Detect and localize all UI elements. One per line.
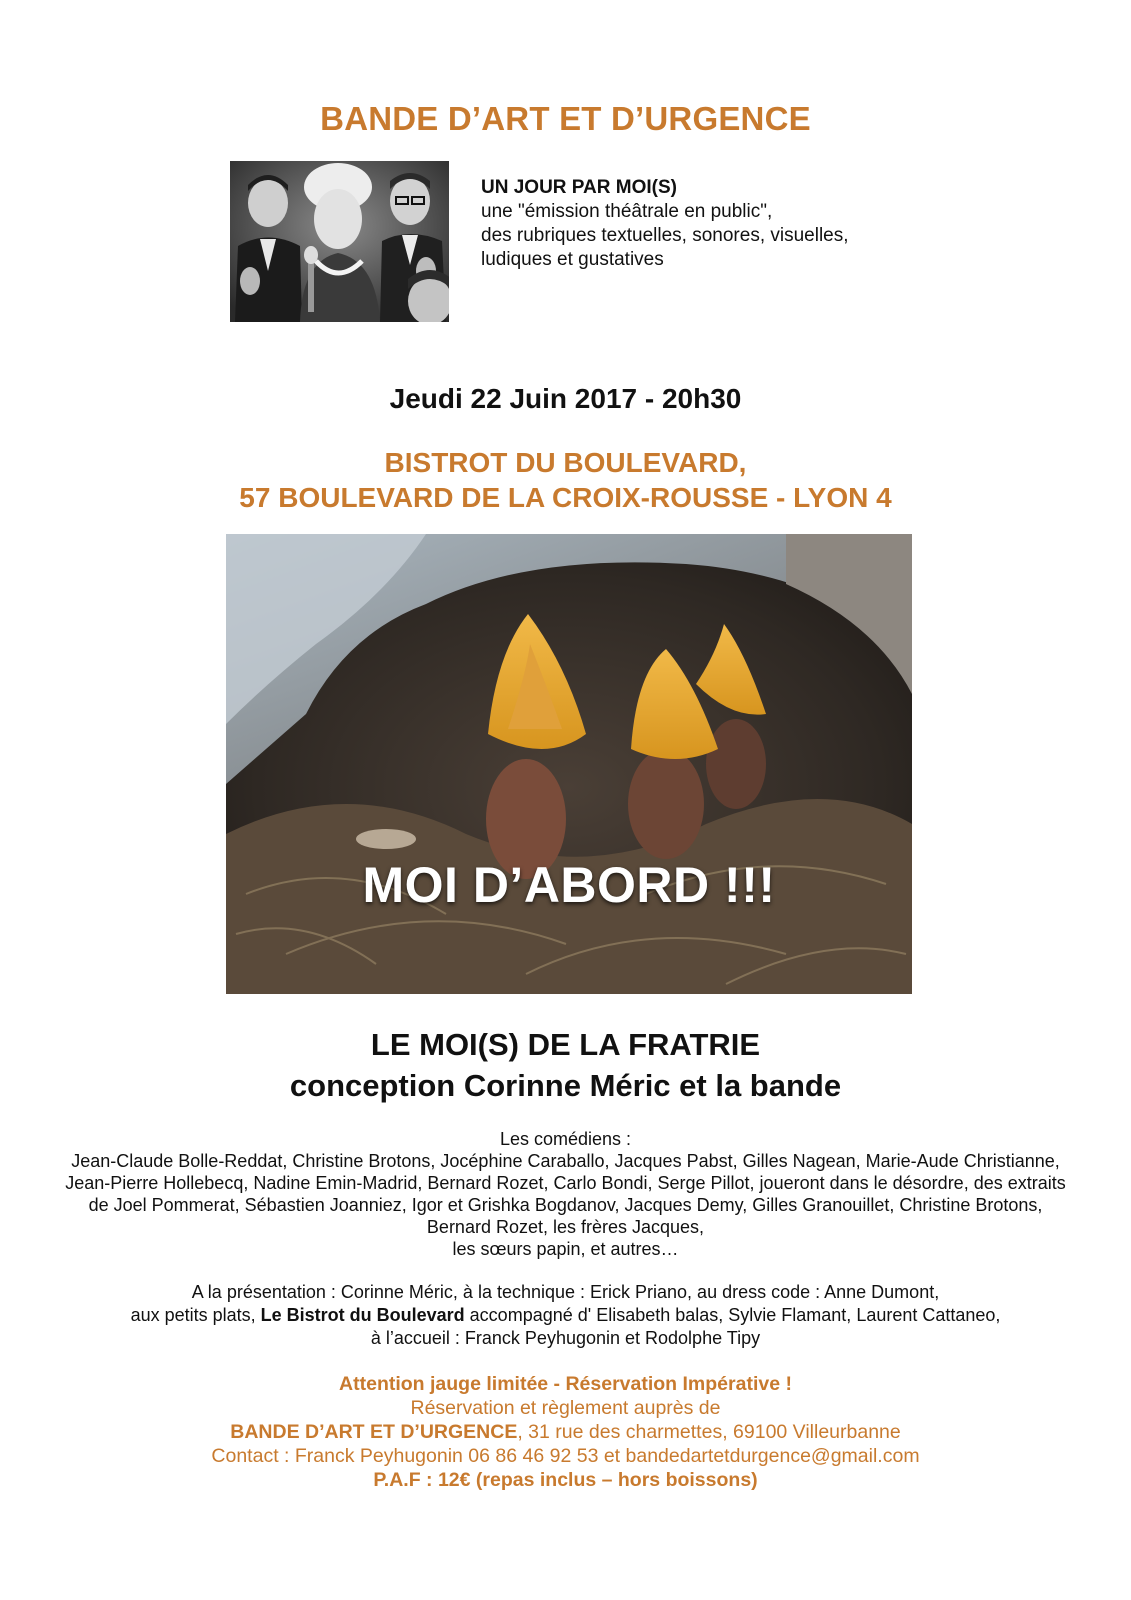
tv-audience-illustration xyxy=(230,161,449,322)
tv-audience-photo xyxy=(230,161,449,322)
credits-text: aux petits plats, xyxy=(130,1305,261,1325)
nest-caption: MOI D’ABORD !!! xyxy=(362,857,776,913)
booking-organization xyxy=(0,1420,1131,1444)
nest-photo xyxy=(226,534,912,994)
credits-block xyxy=(60,1281,1071,1350)
credits-text: accompagné d' Elisabeth balas, Sylvie Flamant, Laurent Cattaneo, xyxy=(464,1305,1001,1325)
cast-text: Jean-Claude Bolle-Reddat, Christine Brotons, Jocéphine Caraballo, Jacques Pabst, Gilles Nagean, Marie-Aude Christianne, Jean-Pierre Hollebecq, Nadine Emin-Madrid, Bernard Rozet, Carlo Bondi, Serge Pillot, joueront dans le désordre, des extraits de Joel Pommerat, Sébastien Joanniez, Igor et Grishka Bogdanov, Jacques Demy, Gilles Granouillet, Christine Brotons, Bernard Rozet, les frères Jacques, xyxy=(65,1151,1066,1237)
booking-block xyxy=(0,1372,1131,1492)
venue-address: 57 BOULEVARD DE LA CROIX-ROUSSE - LYON 4 xyxy=(239,482,892,513)
credits-line: à l’accueil : Franck Peyhugonin et Rodolphe Tipy xyxy=(370,1328,761,1348)
poster-title: BANDE D’ART ET D’URGENCE xyxy=(320,100,811,137)
intro-block xyxy=(481,176,849,272)
show-subtitle: conception Corinne Méric et la bande xyxy=(289,1068,842,1103)
cast-last-line: les sœurs papin, et autres… xyxy=(452,1239,679,1259)
booking-warning: Attention jauge limitée - Réservation Impérative ! xyxy=(339,1373,792,1395)
booking-org-name: BANDE D’ART ET D’URGENCE xyxy=(230,1421,518,1443)
credits-line: A la présentation : Corinne Méric, à la technique : Erick Priano, au dress code : Anne Dumont, xyxy=(191,1282,940,1302)
booking-contact: Contact : Franck Peyhugonin 06 86 46 92 53 et bandedartetdurgence@gmail.com xyxy=(211,1445,920,1467)
intro-title: UN JOUR PAR MOI(S) xyxy=(481,177,677,198)
cast-heading: Les comédiens : xyxy=(499,1129,632,1149)
booking-line: Réservation et règlement auprès de xyxy=(410,1397,721,1419)
intro-line: des rubriques textuelles, sonores, visuelles, xyxy=(481,225,849,246)
credits-bistrot: Le Bistrot du Boulevard xyxy=(260,1305,465,1325)
event-venue xyxy=(0,445,1131,515)
event-date: Jeudi 22 Juin 2017 - 20h30 xyxy=(389,383,742,414)
credits-line xyxy=(60,1304,1071,1327)
cast-block xyxy=(64,1128,1067,1260)
show-title: LE MOI(S) DE LA FRATRIE xyxy=(370,1027,761,1062)
booking-org-address: , 31 rue des charmettes, 69100 Villeurbanne xyxy=(517,1421,901,1443)
show-title-block xyxy=(0,1024,1131,1106)
intro-line: ludiques et gustatives xyxy=(481,249,664,270)
booking-price: P.A.F : 12€ (repas inclus – hors boissons) xyxy=(373,1469,758,1491)
baby-birds-nest-illustration xyxy=(226,534,912,994)
venue-name: BISTROT DU BOULEVARD, xyxy=(384,447,747,478)
intro-line: une "émission théâtrale en public", xyxy=(481,201,773,222)
